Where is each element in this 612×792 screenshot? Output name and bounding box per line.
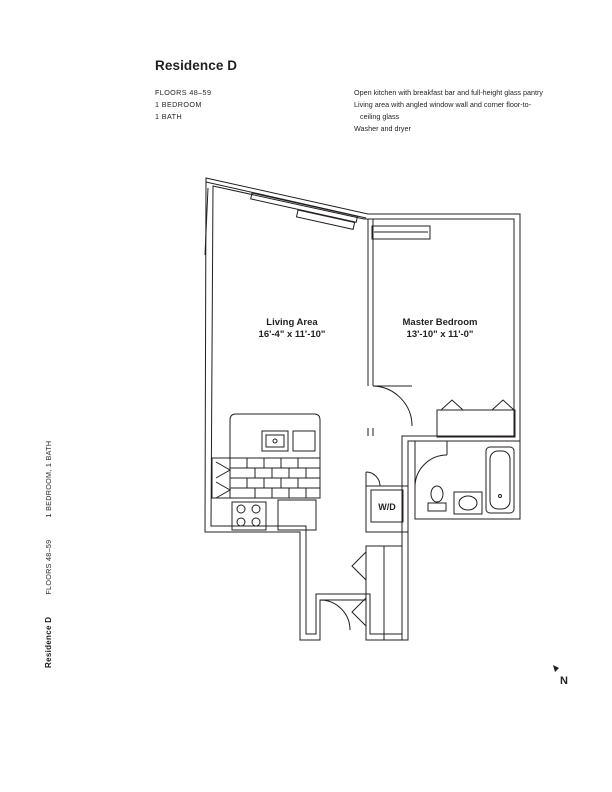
spec-baths: 1 BATH — [155, 112, 183, 121]
feature-living: Living area with angled window wall and corner floor-to- — [354, 100, 531, 109]
washer-dryer-label: W/D — [378, 502, 396, 512]
bedroom-closet — [437, 400, 515, 437]
spec-floors: FLOORS 48–59 — [155, 88, 212, 97]
north-label: N — [560, 675, 568, 687]
side-label — [44, 441, 53, 668]
bedroom-dims: 13'-10" x 11'-0" — [406, 329, 474, 340]
side-rooms: 1 BEDROOM, 1 BATH — [44, 440, 53, 518]
bedroom-door — [373, 386, 412, 426]
feature-kitchen: Open kitchen with breakfast bar and full-height glass pantry — [354, 88, 543, 97]
exterior-wall — [205, 178, 520, 640]
page-title: Residence D — [155, 58, 238, 73]
spec-bedrooms: 1 BEDROOM — [155, 100, 202, 109]
feature-living-cont: ceiling glass — [360, 112, 400, 121]
side-floors: FLOORS 48–59 — [44, 539, 53, 595]
side-title: Residence D — [44, 616, 53, 668]
kitchen — [212, 414, 320, 530]
bedroom-label: Master Bedroom — [402, 317, 478, 328]
toilet — [428, 486, 446, 511]
entry-door — [320, 600, 350, 640]
feature-laundry: Washer and dryer — [354, 124, 411, 133]
bathroom — [415, 441, 520, 519]
angled-window-wall — [205, 182, 366, 255]
hall-closet — [352, 546, 402, 640]
pantry — [212, 458, 230, 498]
living-area-label: Living Area — [266, 317, 318, 328]
vanity-sink — [454, 492, 482, 514]
living-area-dims: 16'-4" x 11'-10" — [258, 329, 326, 340]
